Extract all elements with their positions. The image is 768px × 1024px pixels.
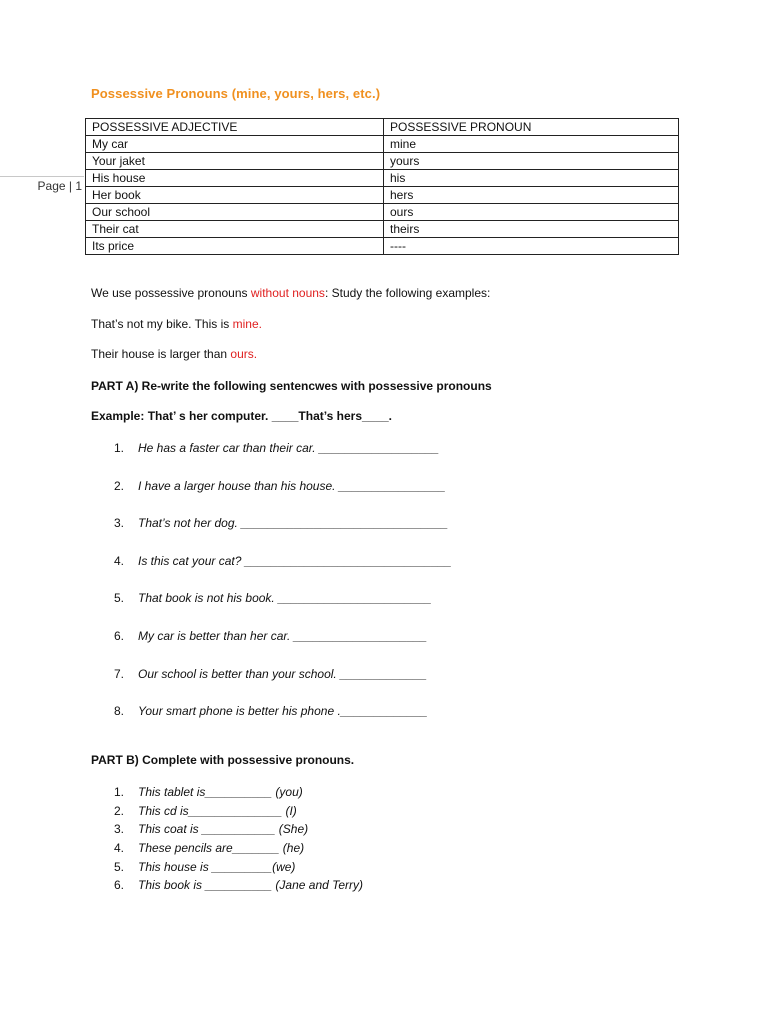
- list-item: 7. Our school is better than your school. _____________: [114, 666, 427, 681]
- list-item: 6. This book is __________ (Jane and Terry): [114, 878, 364, 893]
- part-a-list: [91, 440, 452, 741]
- table-cell-adjective: Our school: [86, 204, 384, 221]
- table-row: [86, 170, 679, 187]
- part-a-item-text: Is this cat your cat? _______________________________: [138, 553, 452, 568]
- table-row: [86, 204, 679, 221]
- part-b-item-text: This coat is ___________ (She): [138, 822, 309, 837]
- part-b-list: [91, 784, 363, 896]
- part-a-item-text: That book is not his book. _______________________: [138, 591, 432, 606]
- table-cell-adjective: Her book: [86, 187, 384, 204]
- intro-paragraph: [91, 286, 490, 300]
- table-header-row: [86, 119, 679, 136]
- part-b-item-text: These pencils are_______ (he): [138, 841, 305, 856]
- list-item: 3. This coat is ___________ (She): [114, 822, 309, 837]
- example-2-highlight: ours.: [230, 347, 258, 361]
- part-b-item-text: This tablet is__________ (you): [138, 785, 303, 799]
- intro-highlight: without nouns: [250, 286, 325, 300]
- list-item: 3. That’s not her dog. _______________________________: [114, 516, 449, 531]
- part-b-heading: PART B) Complete with possessive pronouns.: [91, 753, 355, 767]
- part-b-item-text: This book is __________ (Jane and Terry): [138, 878, 364, 893]
- table-cell-pronoun: his: [384, 170, 679, 187]
- part-a-item-text: My car is better than her car. ____________________: [138, 628, 428, 643]
- part-a-item-text: Our school is better than your school. _____________: [138, 666, 427, 681]
- table-cell-pronoun: mine: [384, 136, 679, 153]
- example-sentence-1: [91, 317, 262, 331]
- table-cell-pronoun: hers: [384, 187, 679, 204]
- page-number-label: [0, 176, 84, 196]
- intro-text: We use possessive pronouns: [91, 286, 251, 300]
- table-row: [86, 221, 679, 238]
- possessive-table: [85, 118, 679, 255]
- table-row: [86, 136, 679, 153]
- list-item: 5. This house is _________(we): [114, 859, 296, 874]
- table-cell-pronoun: yours: [384, 153, 679, 170]
- example-1-highlight: mine.: [232, 317, 262, 331]
- part-a-example: Example: That’ s her computer. ____That’s hers____.: [91, 409, 393, 423]
- list-item: 4. Is this cat your cat? _______________________________: [114, 553, 452, 568]
- table-row: [86, 238, 679, 255]
- table-cell-pronoun: theirs: [384, 221, 679, 238]
- table-cell-pronoun: ours: [384, 204, 679, 221]
- table-cell-adjective: Its price: [86, 238, 384, 255]
- example-sentence-2: [91, 347, 257, 361]
- table-cell-adjective: My car: [86, 136, 384, 153]
- page-number-text: Page | 1: [37, 179, 82, 193]
- part-b-item-text: This house is _________(we): [138, 859, 296, 874]
- list-item: 6. My car is better than her car. ____________________: [114, 628, 428, 643]
- table-cell-adjective: Your jaket: [86, 153, 384, 170]
- table-cell-adjective: Their cat: [86, 221, 384, 238]
- list-item: 2. I have a larger house than his house. ________________: [114, 478, 446, 493]
- part-a-item-text: That’s not her dog. _______________________________: [138, 516, 449, 531]
- list-item: 1. This tablet is__________ (you): [114, 785, 303, 799]
- table-cell-adjective: His house: [86, 170, 384, 187]
- table-header-adjective: POSSESSIVE ADJECTIVE: [86, 119, 384, 136]
- table-row: [86, 153, 679, 170]
- part-a-heading: PART A) Re-write the following sentencwes with possessive pronouns: [91, 379, 492, 393]
- list-item: 1. He has a faster car than their car. __________________: [114, 441, 440, 455]
- table-cell-pronoun: ----: [384, 238, 679, 255]
- list-item: 8. Your smart phone is better his phone ._____________: [114, 704, 428, 719]
- list-item: 4. These pencils are_______ (he): [114, 841, 305, 856]
- part-a-item-text: Your smart phone is better his phone ._____________: [138, 704, 428, 719]
- example-1-text: That’s not my bike. This is: [91, 317, 233, 331]
- table-row: [86, 187, 679, 204]
- part-a-item-text: I have a larger house than his house. ________________: [138, 478, 446, 493]
- example-2-text: Their house is larger than: [91, 347, 231, 361]
- document-title: Possessive Pronouns (mine, yours, hers, etc.): [91, 86, 381, 101]
- intro-text-end: : Study the following examples:: [324, 286, 491, 300]
- list-item: 2. This cd is______________ (I): [114, 803, 297, 818]
- table-header-pronoun: POSSESSIVE PRONOUN: [384, 119, 679, 136]
- part-b-item-text: This cd is______________ (I): [138, 803, 297, 818]
- part-a-item-text: He has a faster car than their car. __________________: [138, 441, 440, 455]
- list-item: 5. That book is not his book. _______________________: [114, 591, 432, 606]
